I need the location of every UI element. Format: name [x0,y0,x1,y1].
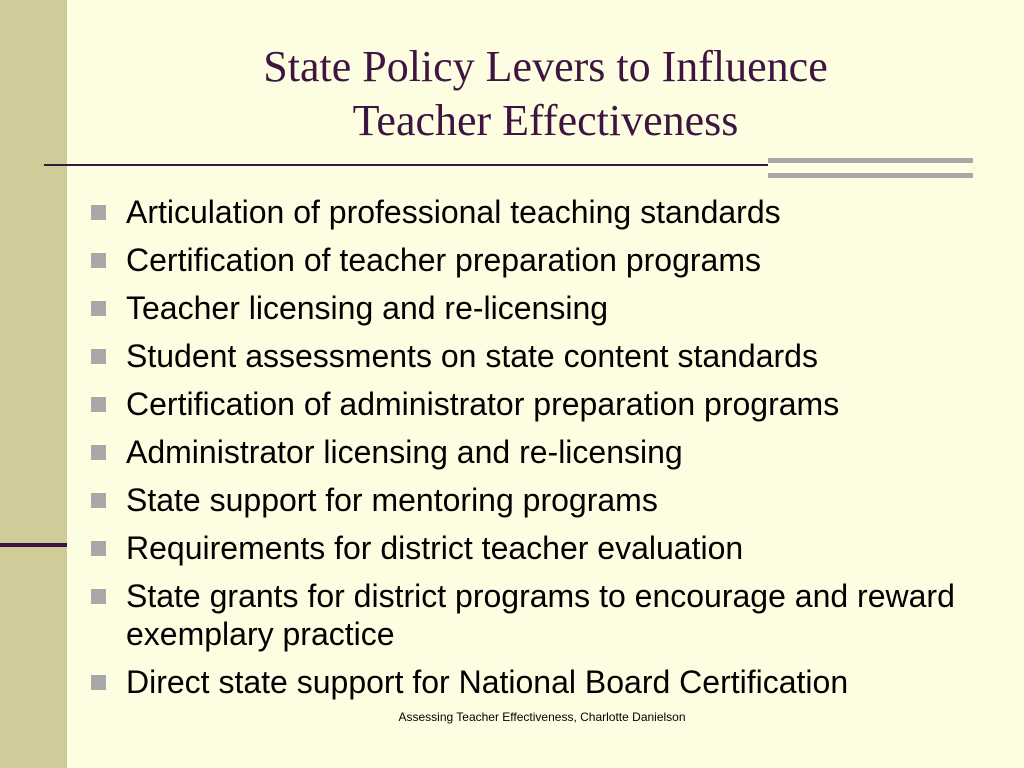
bullet-text: State support for mentoring programs [126,482,658,518]
square-bullet-icon [91,253,106,268]
decorative-grey-bar-bottom [768,173,973,178]
square-bullet-icon [91,675,106,690]
square-bullet-icon [91,301,106,316]
bullet-item [90,385,990,423]
slide-title-line-2: Teacher Effectiveness [352,96,739,145]
slide-title [67,40,1024,148]
square-bullet-icon [91,541,106,556]
bullet-text: Teacher licensing and re-licensing [126,290,609,326]
bullet-list [90,193,990,711]
title-underline-rule [44,164,768,166]
bullet-text: Administrator licensing and re-licensing [126,434,683,470]
left-accent-line [0,543,67,547]
bullet-text: Requirements for district teacher evaluation [126,530,744,566]
bullet-text: Certification of administrator preparation programs [126,386,840,422]
bullet-item [90,663,990,701]
bullet-item [90,289,990,327]
bullet-text: State grants for district programs to encourage and reward exemplary practice [126,578,955,652]
bullet-item [90,193,990,231]
bullet-text: Student assessments on state content standards [126,338,818,374]
bullet-item [90,529,990,567]
bullet-item [90,433,990,471]
bullet-text: Direct state support for National Board Certification [126,664,849,700]
bullet-item [90,481,990,519]
bullet-item [90,241,990,279]
bullet-item [90,337,990,375]
left-decorative-bar [0,0,67,768]
square-bullet-icon [91,493,106,508]
square-bullet-icon [91,397,106,412]
decorative-grey-bar-top [768,158,973,163]
slide-footer: Assessing Teacher Effectiveness, Charlotte Danielson [398,710,686,724]
square-bullet-icon [91,205,106,220]
square-bullet-icon [91,445,106,460]
bullet-text: Certification of teacher preparation programs [126,242,761,278]
square-bullet-icon [91,589,106,604]
slide-title-line-1: State Policy Levers to Influence [263,42,828,91]
bullet-item [90,577,990,653]
square-bullet-icon [91,349,106,364]
bullet-text: Articulation of professional teaching standards [126,194,781,230]
